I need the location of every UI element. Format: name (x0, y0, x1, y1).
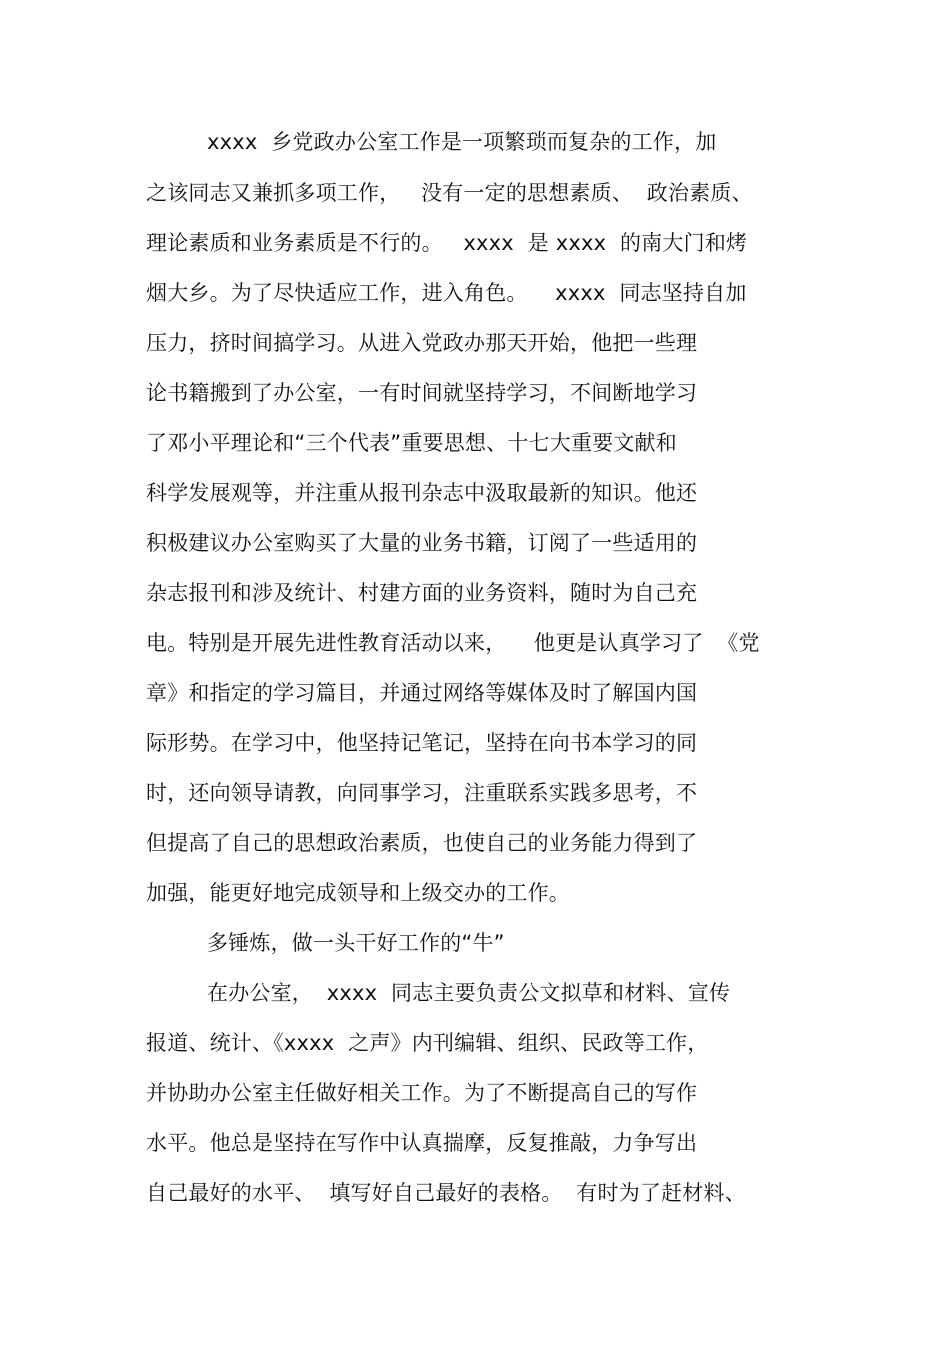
paragraph-line: 章》和指定的学习篇目，并通过网络等媒体及时了解国内国 (146, 681, 698, 705)
paragraph-line: 并协助办公室主任做好相关工作。为了不断提高自己的写作 (146, 1081, 698, 1105)
section-heading: 多锤炼，做一头干好工作的“牛” (207, 931, 505, 955)
paragraph-line: 了邓小平理论和“三个代表”重要思想、十七大重要文献和 (146, 431, 677, 455)
paragraph-line: 积极建议办公室购买了大量的业务书籍，订阅了一些适用的 (146, 531, 698, 555)
paragraph-line: 之该同志又兼抓多项工作， 没有一定的思想素质、 政治素质、 (146, 181, 753, 205)
paragraph-line: 科学发展观等，并注重从报刊杂志中汲取最新的知识。他还 (146, 481, 698, 505)
paragraph-line: 电。特别是开展先进性教育活动以来， 他更是认真学习了 《党 (146, 631, 760, 655)
paragraph-line: xxxx 乡党政办公室工作是一项繁琐而复杂的工作，加 (207, 130, 717, 154)
paragraph-line: 杂志报刊和涉及统计、村建方面的业务资料，随时为自己充 (146, 581, 698, 605)
paragraph-line: 论书籍搬到了办公室，一有时间就坚持学习，不间断地学习 (146, 381, 698, 405)
paragraph-line: 加强，能更好地完成领导和上级交办的工作。 (146, 881, 570, 905)
paragraph-line: 压力，挤时间搞学习。从进入党政办那天开始，他把一些理 (146, 331, 698, 355)
paragraph-line: 水平。他总是坚持在写作中认真揣摩，反复推敲，力争写出 (146, 1131, 698, 1155)
paragraph-line: 时，还向领导请教，向同事学习，注重联系实践多思考，不 (146, 781, 698, 805)
paragraph-line: 理论素质和业务素质是不行的。 xxxx 是 xxxx 的南大门和烤 (146, 231, 748, 255)
paragraph-line: 际形势。在学习中，他坚持记笔记，坚持在向书本学习的同 (146, 731, 698, 755)
paragraph-line: 烟大乡。为了尽快适应工作，进入角色。 xxxx 同志坚持自加 (146, 281, 747, 305)
paragraph-line: 在办公室， xxxx 同志主要负责公文拟草和材料、宣传 (207, 981, 731, 1005)
paragraph-line: 但提高了自己的思想政治素质，也使自己的业务能力得到了 (146, 831, 698, 855)
paragraph-line: 自己最好的水平、 填写好自己最好的表格。 有时为了赶材料、 (146, 1181, 746, 1205)
paragraph-line: 报道、统计、《xxxx 之声》内刊编辑、组织、民政等工作， (146, 1031, 709, 1055)
